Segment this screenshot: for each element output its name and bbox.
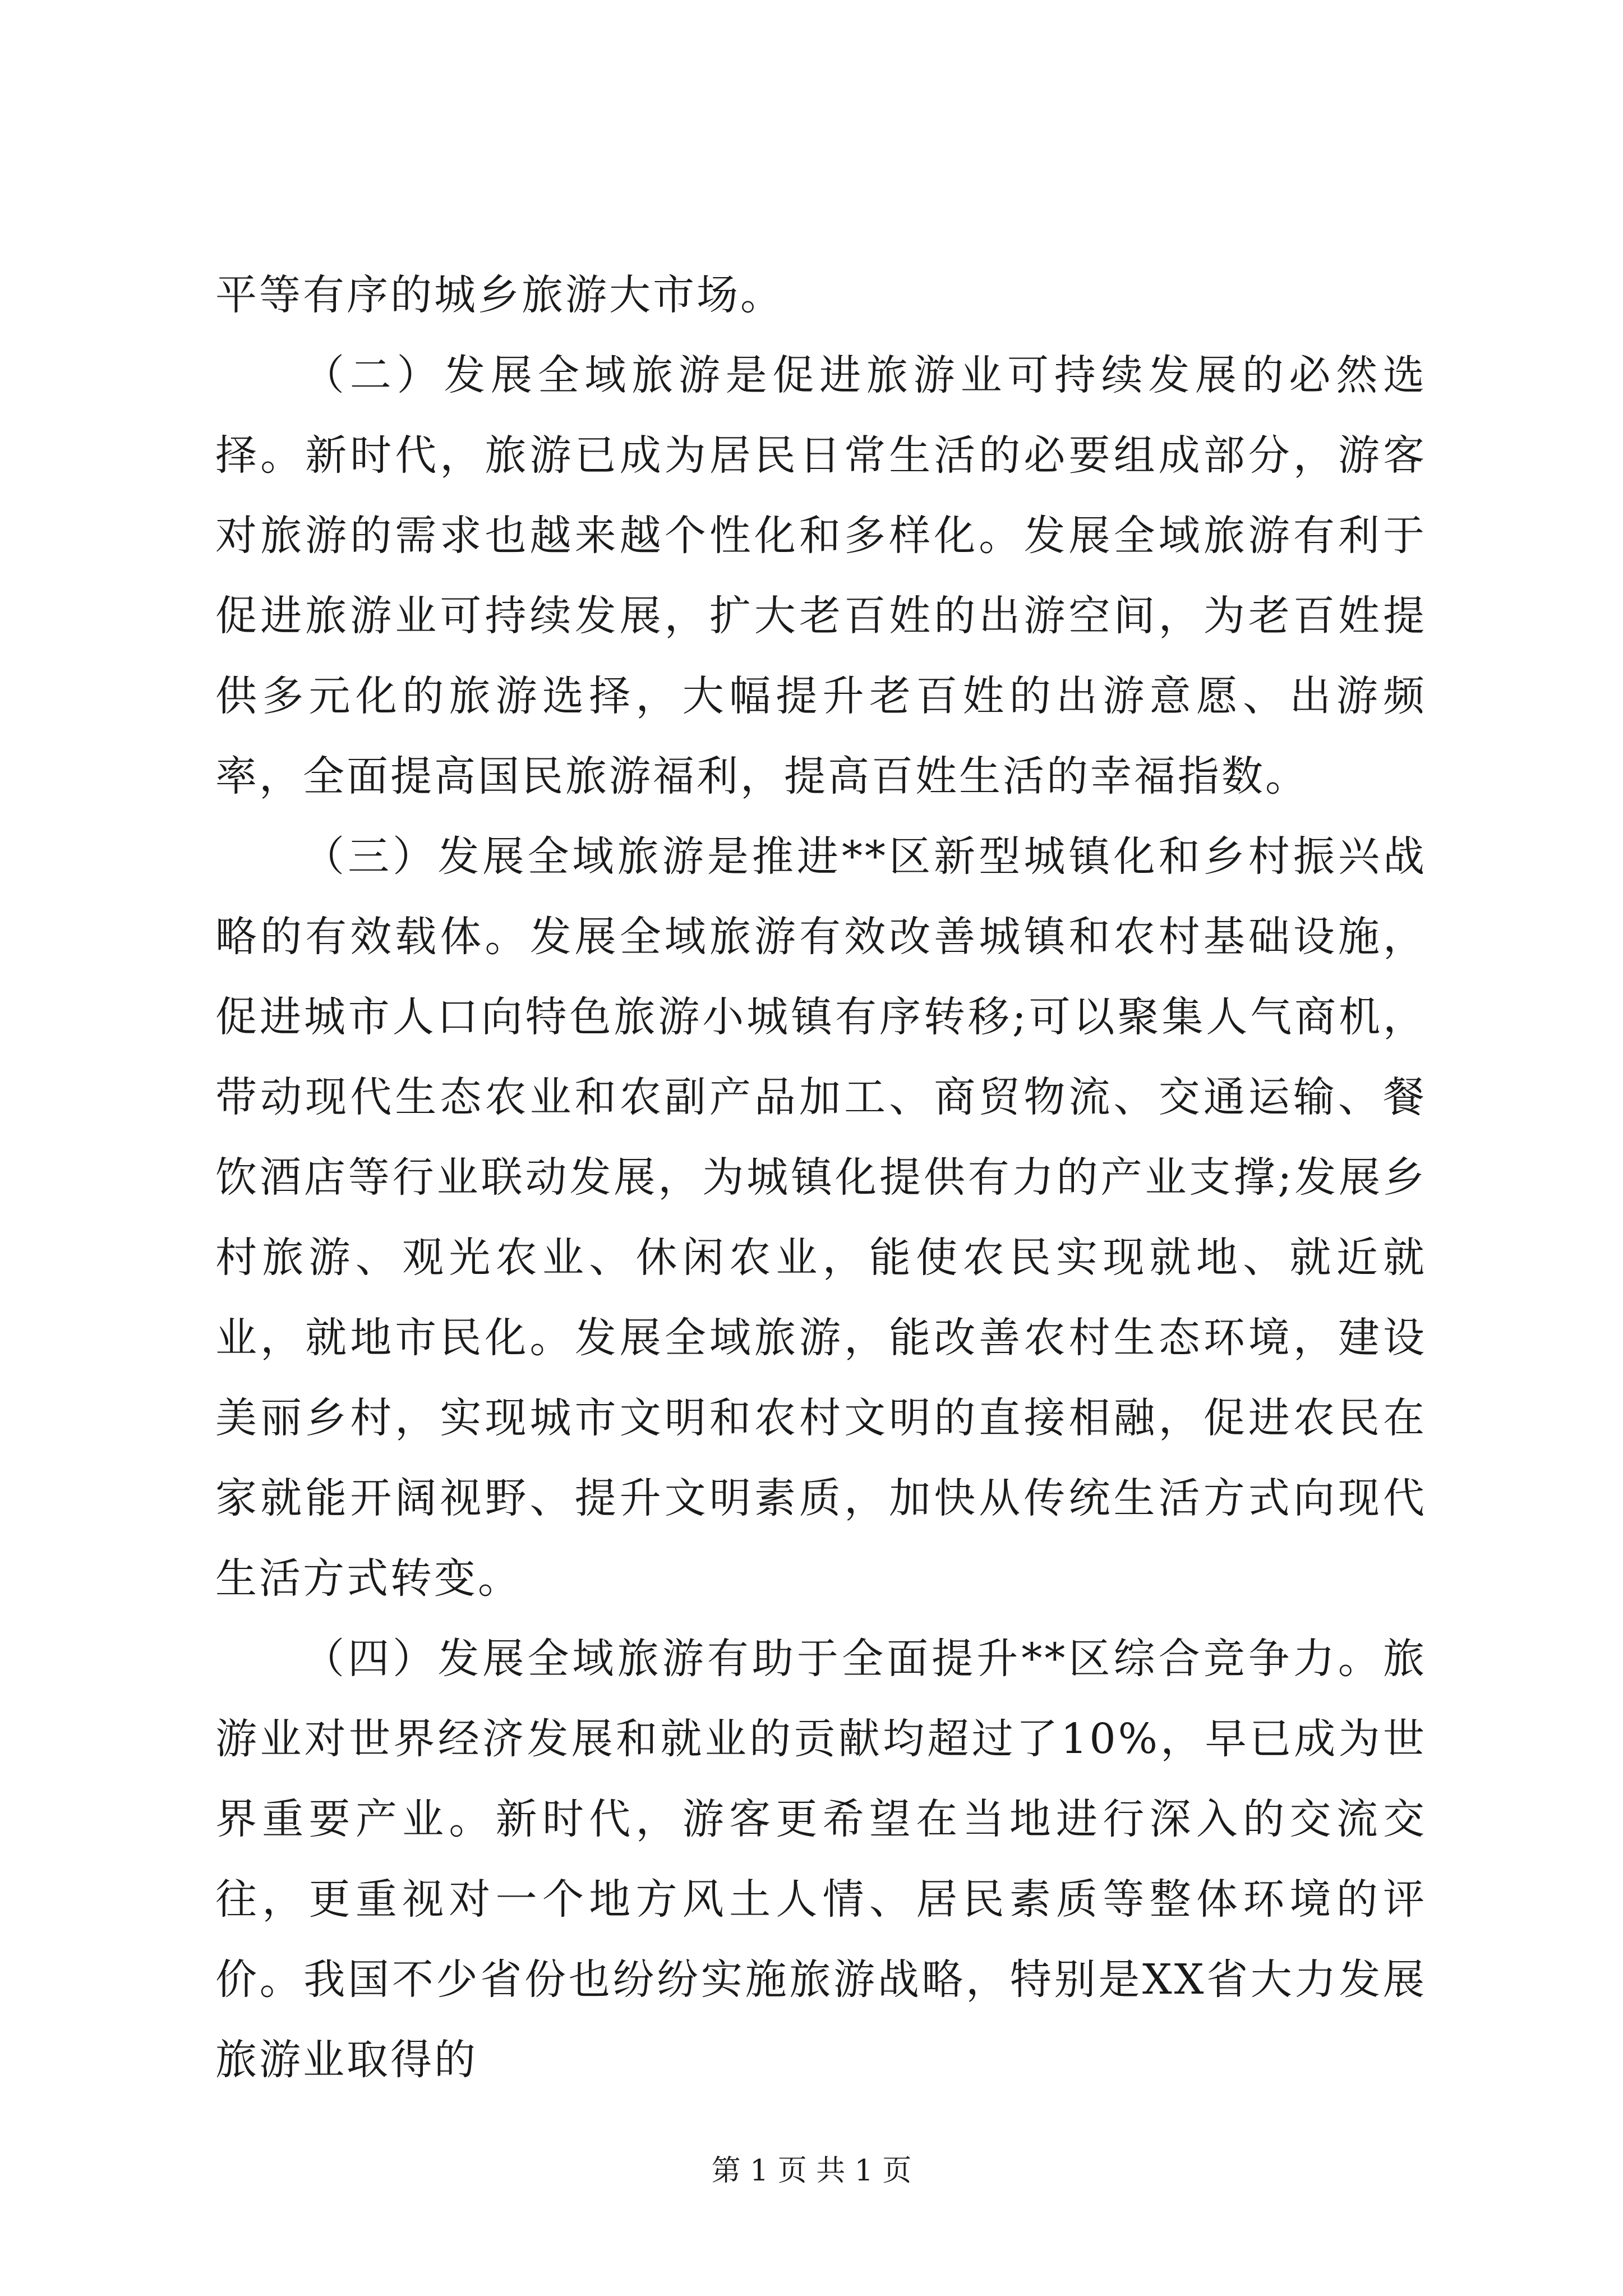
paragraph-section-3: （三）发展全域旅游是推进**区新型城镇化和乡村振兴战略的有效载体。发展全域旅游有效改善城镇和农村基础设施，促进城市人口向特色旅游小城镇有序转移;可以聚集人气商机，带动现代生态农业和农副产品加工、商贸物流、交通运输、餐饮酒店等行业联动发展，为城镇化提供有力的产业支撑;发展乡村旅游、观光农业、休闲农业，能使农民实现就地、就近就业，就地市民化。发展全域旅游，能改善农村生态环境，建设美丽乡村，实现城市文明和农村文明的直接相融，促进农民在家就能开阔视野、提升文明素质，加快从传统生活方式向现代生活方式转变。: [215, 832, 1427, 1603]
page-footer: 第 1 页 共 1 页: [711, 2154, 912, 2188]
document-body: [215, 255, 1427, 2100]
paragraph-section-2: （二）发展全域旅游是促进旅游业可持续发展的必然选择。新时代，旅游已成为居民日常生活的必要组成部分，游客对旅游的需求也越来越个性化和多样化。发展全域旅游有利于促进旅游业可持续发展，扩大老百姓的出游空间，为老百姓提供多元化的旅游选择，大幅提升老百姓的出游意愿、出游频率，全面提高国民旅游福利，提高百姓生活的幸福指数。: [215, 351, 1427, 800]
paragraph-continuation: 平等有序的城乡旅游大市场。: [215, 271, 784, 319]
paragraph-section-4: （四）发展全域旅游有助于全面提升**区综合竞争力。旅游业对世界经济发展和就业的贡献均超过了10%，早已成为世界重要产业。新时代，游客更希望在当地进行深入的交流交往，更重视对一个地方风土人情、居民素质等整体环境的评价。我国不少省份也纷纷实施旅游战略，特别是XX省大力发展旅游业取得的: [215, 1635, 1427, 2084]
